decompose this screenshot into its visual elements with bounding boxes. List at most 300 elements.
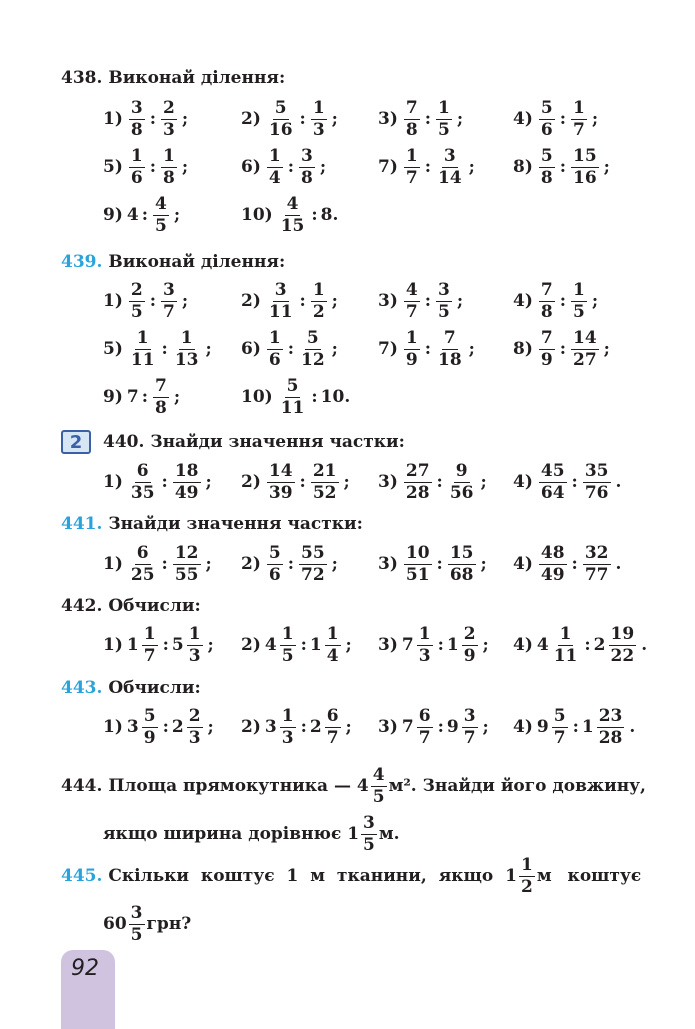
numerator: 1 xyxy=(521,854,533,875)
problem-item xyxy=(241,623,355,667)
problem-item xyxy=(513,97,601,141)
exercise-text-line-1 xyxy=(61,762,665,810)
whole-part: 2 xyxy=(171,717,184,737)
fraction xyxy=(267,97,295,140)
denominator: 3 xyxy=(312,119,325,140)
denominator: 8 xyxy=(540,167,553,188)
operator: : xyxy=(162,717,169,737)
numerator: 35 xyxy=(584,460,609,481)
numerator: 15 xyxy=(573,145,597,166)
fraction xyxy=(404,279,420,322)
whole-part: 1 xyxy=(309,635,322,655)
operator: ; xyxy=(173,205,181,225)
numerator: 1 xyxy=(573,279,585,300)
fraction xyxy=(129,279,145,322)
denominator: 3 xyxy=(188,645,201,666)
operator: ; xyxy=(331,339,338,359)
denominator: 11 xyxy=(130,349,155,370)
denominator: 49 xyxy=(540,564,565,585)
fraction xyxy=(448,542,476,585)
numerator: 1 xyxy=(405,327,418,348)
problem-label: 9) xyxy=(103,205,123,225)
denominator: 72 xyxy=(301,564,325,585)
numerator: 5 xyxy=(143,705,156,726)
problem-label: 2) xyxy=(241,635,261,655)
denominator: 4 xyxy=(326,645,339,666)
problem-item xyxy=(241,145,329,189)
denominator: 5 xyxy=(438,119,450,140)
denominator: 7 xyxy=(326,727,339,748)
denominator: 35 xyxy=(130,482,155,503)
problem-label: 7) xyxy=(378,157,398,177)
numerator: 1 xyxy=(130,145,143,166)
operator: : xyxy=(436,554,443,574)
problem-item xyxy=(241,279,341,323)
operator: : xyxy=(311,205,318,225)
whole-part: 2 xyxy=(309,717,322,737)
denominator: 11 xyxy=(280,397,305,418)
fraction xyxy=(129,97,145,140)
problem-row xyxy=(61,460,665,504)
numerator: 4 xyxy=(405,279,418,300)
fraction xyxy=(173,460,201,503)
denominator: 7 xyxy=(463,727,476,748)
numerator: 23 xyxy=(598,705,623,726)
numerator: 1 xyxy=(326,623,339,644)
numerator: 21 xyxy=(312,460,337,481)
fraction xyxy=(571,279,587,322)
denominator: 15 xyxy=(280,215,305,236)
operator: : xyxy=(559,109,566,129)
denominator: 8 xyxy=(405,119,418,140)
problem-row xyxy=(61,145,665,189)
fraction xyxy=(583,542,611,585)
operator: : xyxy=(311,387,318,407)
text: м. xyxy=(378,824,400,844)
numerator: 6 xyxy=(326,705,339,726)
fraction xyxy=(142,623,158,666)
denominator: 76 xyxy=(584,482,609,503)
operator: . xyxy=(615,472,622,492)
denominator: 77 xyxy=(584,564,609,585)
operator: : xyxy=(300,717,307,737)
exercise-number: 443. xyxy=(61,678,103,698)
numerator: 14 xyxy=(268,460,293,481)
exercise-number: 438. xyxy=(61,68,103,88)
problem-label: 3) xyxy=(378,109,398,129)
problem-label: 10) xyxy=(241,387,273,407)
fraction xyxy=(267,279,295,322)
problem-item xyxy=(103,623,217,667)
difficulty-level-badge: 2 xyxy=(61,430,91,454)
denominator: 8 xyxy=(163,167,175,188)
denominator: 6 xyxy=(268,349,281,370)
operator: : xyxy=(299,291,306,311)
numerator: 5 xyxy=(274,97,287,118)
denominator: 3 xyxy=(188,727,201,748)
problem-item xyxy=(103,97,191,141)
denominator: 2 xyxy=(521,876,533,897)
fraction xyxy=(187,705,203,748)
operator: : xyxy=(287,554,294,574)
operator: ; xyxy=(331,109,338,129)
numerator: 1 xyxy=(281,705,294,726)
fraction xyxy=(404,460,432,503)
denominator: 3 xyxy=(163,119,175,140)
problem-label: 2) xyxy=(241,109,261,129)
operator: . xyxy=(629,717,636,737)
numerator: 1 xyxy=(136,327,149,348)
problem-item xyxy=(513,623,650,667)
fraction xyxy=(404,542,432,585)
operator: : xyxy=(424,291,431,311)
fraction xyxy=(597,705,625,748)
operator: ; xyxy=(591,109,599,129)
problem-item xyxy=(241,97,341,141)
problem-label: 3) xyxy=(378,472,398,492)
numerator: 1 xyxy=(268,327,281,348)
fraction xyxy=(280,623,296,666)
denominator: 6 xyxy=(540,119,553,140)
whole-part: 1 xyxy=(581,717,594,737)
numerator: 1 xyxy=(163,145,175,166)
operator: : xyxy=(572,717,579,737)
numerator: 4 xyxy=(286,193,299,214)
numerator: 32 xyxy=(584,542,609,563)
denominator: 56 xyxy=(449,482,474,503)
fraction xyxy=(299,145,315,188)
problem-label: 4) xyxy=(513,717,533,737)
problem-item xyxy=(103,375,183,419)
fraction xyxy=(161,145,177,188)
text: 60 xyxy=(103,914,127,934)
numerator: 5 xyxy=(553,705,566,726)
operator: ; xyxy=(181,291,189,311)
fraction xyxy=(129,542,157,585)
whole-part: 2 xyxy=(593,635,606,655)
operator: : xyxy=(299,109,306,129)
numerator: 48 xyxy=(540,542,565,563)
denominator: 7 xyxy=(573,119,585,140)
fraction xyxy=(299,327,327,370)
problem-item xyxy=(103,542,215,586)
operator: ; xyxy=(345,635,352,655)
problem-label: 3) xyxy=(378,291,398,311)
problem-label: 6) xyxy=(241,339,261,359)
numerator: 3 xyxy=(438,279,450,300)
problem-item xyxy=(103,705,217,749)
problem-item xyxy=(378,327,478,371)
operator: : xyxy=(559,291,566,311)
operator: : xyxy=(149,109,156,129)
numerator: 5 xyxy=(286,375,299,396)
operator: : xyxy=(149,157,156,177)
numerator: 7 xyxy=(405,97,418,118)
fraction xyxy=(462,623,478,666)
operator: ; xyxy=(468,157,475,177)
problem-row xyxy=(61,97,665,141)
exercise-instruction: Виконай ділення: xyxy=(108,252,286,272)
operator: : xyxy=(287,157,294,177)
numerator: 2 xyxy=(188,705,201,726)
problem-label: 1) xyxy=(103,291,123,311)
numerator: 1 xyxy=(438,97,450,118)
denominator: 11 xyxy=(553,645,578,666)
denominator: 5 xyxy=(155,215,167,236)
fraction xyxy=(539,145,555,188)
exercise-instruction: Знайди значення частки: xyxy=(108,514,363,534)
fraction xyxy=(404,327,420,370)
number: 7 xyxy=(126,387,139,407)
denominator: 16 xyxy=(268,119,293,140)
numerator: 3 xyxy=(301,145,313,166)
denominator: 9 xyxy=(463,645,476,666)
numerator: 3 xyxy=(363,812,375,833)
operator: ; xyxy=(603,339,610,359)
problem-label: 1) xyxy=(103,109,123,129)
denominator: 7 xyxy=(405,167,418,188)
page-number: 92 xyxy=(71,956,99,981)
whole-part: 7 xyxy=(401,717,414,737)
operator: : xyxy=(424,157,431,177)
problem-item xyxy=(513,542,624,586)
denominator: 68 xyxy=(449,564,474,585)
whole-part: 9 xyxy=(536,717,549,737)
fraction xyxy=(462,705,478,748)
denominator: 3 xyxy=(281,727,294,748)
denominator: 5 xyxy=(438,301,450,322)
fraction xyxy=(519,854,535,897)
problem-label: 4) xyxy=(513,472,533,492)
problem-label: 2) xyxy=(241,717,261,737)
text: якщо ширина дорівнює 1 xyxy=(103,824,360,844)
denominator: 8 xyxy=(301,167,313,188)
operator: : xyxy=(161,339,168,359)
whole-part: 1 xyxy=(446,635,459,655)
fraction xyxy=(173,327,201,370)
problem-item xyxy=(241,193,338,237)
problem-row xyxy=(61,623,665,667)
numerator: 7 xyxy=(540,327,553,348)
denominator: 8 xyxy=(540,301,553,322)
problem-item xyxy=(513,327,613,371)
fraction xyxy=(417,705,433,748)
numerator: 3 xyxy=(274,279,287,300)
numerator: 5 xyxy=(540,97,553,118)
operator: ; xyxy=(482,635,489,655)
problem-item xyxy=(241,375,350,419)
fraction xyxy=(311,460,339,503)
numerator: 1 xyxy=(418,623,431,644)
numerator: 1 xyxy=(143,623,156,644)
problem-item xyxy=(378,705,492,749)
problem-label: 3) xyxy=(378,554,398,574)
problem-item xyxy=(103,279,191,323)
fraction xyxy=(361,812,377,855)
whole-part: 3 xyxy=(264,717,277,737)
problem-label: 3) xyxy=(378,717,398,737)
operator: : xyxy=(559,157,566,177)
problem-label: 4) xyxy=(513,635,533,655)
denominator: 7 xyxy=(163,301,175,322)
fraction xyxy=(552,623,580,666)
problem-label: 2) xyxy=(241,291,261,311)
numerator: 5 xyxy=(268,542,281,563)
denominator: 2 xyxy=(312,301,325,322)
problem-item xyxy=(103,193,183,237)
operator: : xyxy=(141,205,148,225)
denominator: 9 xyxy=(143,727,156,748)
exercise-number: 442. xyxy=(61,596,103,616)
whole-part: 4 xyxy=(536,635,549,655)
numerator: 3 xyxy=(130,97,143,118)
numerator: 7 xyxy=(155,375,167,396)
problem-item xyxy=(513,145,613,189)
problem-row xyxy=(61,375,665,419)
denominator: 9 xyxy=(540,349,553,370)
problem-label: 2) xyxy=(241,554,261,574)
denominator: 3 xyxy=(418,645,431,666)
whole-part: 9 xyxy=(446,717,459,737)
problem-item xyxy=(513,279,601,323)
text: грн? xyxy=(146,914,192,934)
problem-item xyxy=(378,623,492,667)
operator: : xyxy=(437,635,444,655)
problem-row xyxy=(61,193,665,237)
numerator: 1 xyxy=(268,145,281,166)
fraction xyxy=(129,460,157,503)
operator: : xyxy=(559,339,566,359)
fraction xyxy=(129,902,145,945)
exercise-instruction: Обчисли: xyxy=(108,596,201,616)
denominator: 7 xyxy=(405,301,418,322)
problem-label: 2) xyxy=(241,472,261,492)
denominator: 7 xyxy=(553,727,566,748)
operator: . xyxy=(641,635,648,655)
problem-item xyxy=(241,705,355,749)
fraction xyxy=(609,623,637,666)
operator: ; xyxy=(345,717,352,737)
denominator: 52 xyxy=(312,482,337,503)
problem-row xyxy=(61,542,665,586)
numerator: 1 xyxy=(188,623,201,644)
operator: . xyxy=(615,554,622,574)
problem-label: 4) xyxy=(513,291,533,311)
operator: : xyxy=(571,554,578,574)
problem-item xyxy=(513,705,638,749)
denominator: 14 xyxy=(438,167,462,188)
exercise-number: 439. xyxy=(61,252,103,272)
numerator: 7 xyxy=(443,327,456,348)
whole-part: 7 xyxy=(401,635,414,655)
exercise-instruction: Обчисли: xyxy=(108,678,201,698)
operator: ; xyxy=(480,472,487,492)
operator: ; xyxy=(205,554,212,574)
operator: ; xyxy=(319,157,327,177)
numerator: 1 xyxy=(180,327,193,348)
problem-item xyxy=(103,145,191,189)
fraction xyxy=(173,542,201,585)
numerator: 3 xyxy=(443,145,456,166)
operator: ; xyxy=(181,157,189,177)
text: Площа прямокутника — 4 xyxy=(108,776,369,796)
fraction xyxy=(436,97,452,140)
numerator: 1 xyxy=(281,623,294,644)
fraction xyxy=(161,279,177,322)
denominator: 5 xyxy=(363,834,375,855)
denominator: 13 xyxy=(174,349,199,370)
operator: ; xyxy=(591,291,599,311)
number: 10. xyxy=(320,387,351,407)
fraction xyxy=(571,97,587,140)
denominator: 5 xyxy=(573,301,585,322)
fraction xyxy=(571,327,599,370)
fraction xyxy=(129,145,145,188)
operator: : xyxy=(161,472,168,492)
operator: : xyxy=(287,339,294,359)
numerator: 9 xyxy=(455,460,468,481)
fraction xyxy=(404,97,420,140)
problem-row xyxy=(61,327,665,371)
fraction xyxy=(448,460,476,503)
denominator: 11 xyxy=(268,301,293,322)
fraction xyxy=(325,705,341,748)
denominator: 55 xyxy=(174,564,199,585)
numerator: 14 xyxy=(573,327,597,348)
numerator: 3 xyxy=(130,902,143,923)
numerator: 6 xyxy=(418,705,431,726)
problem-label: 4) xyxy=(513,109,533,129)
fraction xyxy=(539,542,567,585)
fraction xyxy=(436,145,464,188)
denominator: 5 xyxy=(130,924,143,945)
problem-item xyxy=(103,460,215,504)
denominator: 7 xyxy=(418,727,431,748)
problem-label: 8) xyxy=(513,339,533,359)
denominator: 28 xyxy=(598,727,623,748)
denominator: 18 xyxy=(438,349,462,370)
numerator: 15 xyxy=(449,542,474,563)
text: Скільки коштує 1 м тканини, якщо 1 xyxy=(108,866,518,886)
operator: : xyxy=(584,635,591,655)
denominator: 5 xyxy=(372,786,385,807)
numerator: 2 xyxy=(163,97,175,118)
problem-item xyxy=(378,542,490,586)
numerator: 7 xyxy=(540,279,553,300)
problem-label: 1) xyxy=(103,635,123,655)
problem-label: 10) xyxy=(241,205,273,225)
denominator: 9 xyxy=(405,349,418,370)
denominator: 6 xyxy=(130,167,143,188)
denominator: 64 xyxy=(540,482,565,503)
fraction xyxy=(311,97,327,140)
fraction xyxy=(153,375,169,418)
problem-label: 7) xyxy=(378,339,398,359)
operator: ; xyxy=(207,717,214,737)
fraction xyxy=(267,460,295,503)
problem-label: 9) xyxy=(103,387,123,407)
fraction xyxy=(417,623,433,666)
operator: ; xyxy=(331,554,338,574)
problem-item xyxy=(378,460,490,504)
numerator: 12 xyxy=(174,542,199,563)
numerator: 27 xyxy=(405,460,430,481)
operator: ; xyxy=(480,554,487,574)
text: м². Знайди його довжину, xyxy=(388,776,646,796)
problem-row xyxy=(61,705,665,749)
numerator: 6 xyxy=(136,460,149,481)
fraction xyxy=(311,279,327,322)
